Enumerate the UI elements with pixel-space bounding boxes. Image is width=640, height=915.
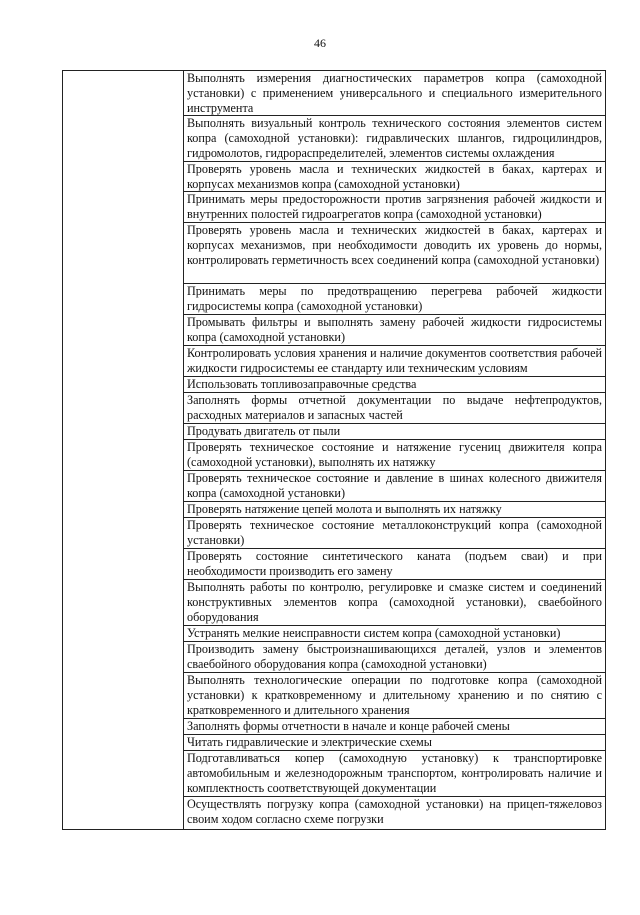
table-row: Промывать фильтры и выполнять замену рабочей жидкости гидросистемы копра (самоходной установки) xyxy=(184,315,605,346)
table-row: Продувать двигатель от пыли xyxy=(184,424,605,440)
table-row: Устранять мелкие неисправности систем копра (самоходной установки) xyxy=(184,626,605,642)
table-row: Выполнять визуальный контроль технического состояния элементов систем копра (самоходной установки): гидравлических шлангов, гидроцилиндров, гидромолотов, гидрораспределителей, элементов системы охлаждения xyxy=(184,116,605,162)
table-row: Заполнять формы отчетной документации по выдаче нефтепродуктов, расходных материалов и запасных частей xyxy=(184,393,605,424)
table-row: Выполнять технологические операции по подготовке копра (самоходной установки) к кратковременному и длительному хранению и по снятию с кратковременного и длительного хранения xyxy=(184,673,605,719)
table-row: Выполнять работы по контролю, регулировке и смазке систем и соединений конструктивных элементов копра (самоходной установки), сваебойного оборудования xyxy=(184,580,605,626)
table-row: Выполнять измерения диагностических параметров копра (самоходной установки) с применением универсального и специального измерительного инструмента xyxy=(184,71,605,116)
table-row: Проверять техническое состояние и давление в шинах колесного движителя копра (самоходной установки) xyxy=(184,471,605,502)
table-row: Осуществлять погрузку копра (самоходной установки) на прицеп-тяжеловоз своим ходом согласно схеме погрузки xyxy=(187,797,602,827)
requirements-table xyxy=(62,70,606,830)
page-number: 46 xyxy=(314,36,326,50)
table-row: Проверять уровень масла и технических жидкостей в баках, картерах и корпусах механизмов, при необходимости доводить их уровень до нормы, контролировать герметичность всех соединений копра (самоходной установки) xyxy=(184,223,605,284)
table-row: Проверять состояние синтетического каната (подъем сваи) и при необходимости производить его замену xyxy=(184,549,605,580)
table-right-column xyxy=(184,71,605,829)
table-row: Проверять натяжение цепей молота и выполнять их натяжку xyxy=(184,502,605,518)
table-row: Контролировать условия хранения и наличие документов соответствия рабочей жидкости гидросистемы ее стандарту или техническим условиям xyxy=(184,346,605,377)
table-row: Проверять техническое состояние металлоконструкций копра (самоходной установки) xyxy=(184,518,605,549)
table-row: Принимать меры предосторожности против загрязнения рабочей жидкости и внутренних полостей гидроагрегатов копра (самоходной установки) xyxy=(184,192,605,223)
table-row: Проверять техническое состояние и натяжение гусениц движителя копра (самоходной установки), выполнять их натяжку xyxy=(184,440,605,471)
table-row: Принимать меры по предотвращению перегрева рабочей жидкости гидросистемы копра (самоходной установки) xyxy=(184,284,605,315)
table-row: Проверять уровень масла и технических жидкостей в баках, картерах и корпусах механизмов копра (самоходной установки) xyxy=(184,162,605,192)
table-row: Подготавливаться копер (самоходную установку) к транспортировке автомобильным и железнодорожным транспортом, контролировать наличие и комплектность соответствующей документации xyxy=(184,751,605,797)
table-row: Использовать топливозаправочные средства xyxy=(184,377,605,393)
table-row: Заполнять формы отчетности в начале и конце рабочей смены xyxy=(184,719,605,735)
table-left-column xyxy=(63,71,184,829)
table-row: Читать гидравлические и электрические схемы xyxy=(184,735,605,751)
table-row: Производить замену быстроизнашивающихся деталей, узлов и элементов сваебойного оборудования копра (самоходной установки) xyxy=(184,642,605,673)
